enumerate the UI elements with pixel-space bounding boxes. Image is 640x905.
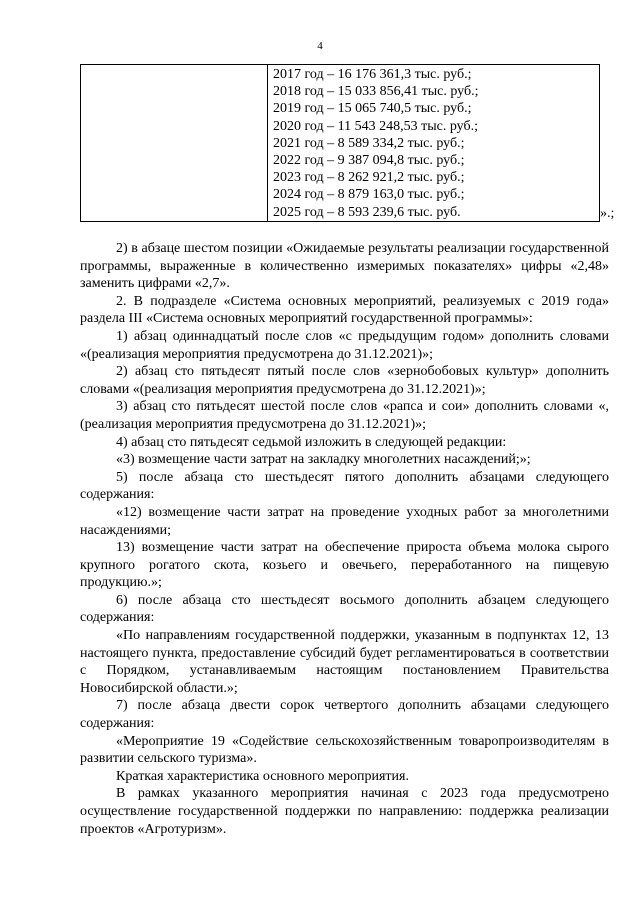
funding-year-row: 2017 год – 16 176 361,3 тыс. руб.;	[273, 67, 472, 82]
funding-year-row: 2022 год – 9 387 094,8 тыс. руб.;	[273, 153, 465, 169]
paragraph: 13) возмещение части затрат на обеспечение прироста объема молока сырого крупного рогатого скота, козьего и овечьего, переработанного на пищевую продукцию.»;	[80, 540, 609, 591]
funding-year-row: 2025 год – 8 593 239,6 тыс. руб.	[273, 204, 461, 220]
funding-year-row: 2021 год – 8 589 334,2 тыс. руб.;	[273, 135, 465, 151]
paragraph: 5) после абзаца сто шестьдесят пятого дополнить абзацами следующего содержания:	[80, 469, 609, 503]
paragraph: 1) абзац одиннадцатый после слов «с предыдущим годом» дополнить словами «(реализация мероприятия предусмотрена до 31.12.2021)»;	[80, 328, 609, 362]
paragraph: 2) абзац сто пятьдесят пятый после слов «зернобобовых культур» дополнить словами «(реализация мероприятия предусмотрена до 31.12.2021)»;	[80, 364, 609, 397]
table-column-divider	[267, 65, 268, 221]
paragraph: 7) после абзаца двести сорок четвертого дополнить абзацами следующего содержания:	[80, 698, 609, 732]
paragraph: «3) возмещение части затрат на закладку многолетних насаждений;»;	[116, 452, 531, 468]
paragraph: 6) после абзаца сто шестьдесят восьмого дополнить абзацем следующего содержания:	[80, 592, 609, 626]
paragraph: В рамках указанного мероприятия начиная с 2023 года предусмотрено осуществление государственной поддержки по направлению: поддержка реализации проектов «Агротуризм».	[80, 786, 609, 837]
paragraph: 2. В подразделе «Система основных мероприятий, реализуемых с 2019 года» раздела III «Система основных мероприятий государственной программы»:	[80, 293, 609, 327]
funding-year-list	[273, 66, 479, 221]
paragraph: 2) в абзаце шестом позиции «Ожидаемые результаты реализации государственной программы, выраженные в количественно измеримых показателях» цифры «2,48» заменить цифрами «2,7».	[80, 241, 609, 292]
paragraph: «По направлениям государственной поддержки, указанным в подпунктах 12, 13 настоящего пункта, предоставление субсидий будет регламентироваться в соответствии с Порядком, устанавливаемым настоящим постановлением Правительства Новосибирской области.»;	[80, 628, 609, 696]
funding-year-row: 2023 год – 8 262 921,2 тыс. руб.;	[273, 170, 465, 186]
funding-table	[80, 64, 600, 222]
paragraph: 4) абзац сто пятьдесят седьмой изложить в следующей редакции:	[116, 434, 507, 450]
paragraph: «12) возмещение части затрат на проведение уходных работ за многолетними насаждениями;	[80, 504, 609, 538]
paragraph: Краткая характеристика основного мероприятия.	[116, 768, 409, 784]
funding-year-row: 2020 год – 11 543 248,53 тыс. руб.;	[273, 118, 478, 134]
funding-year-row: 2019 год – 15 065 740,5 тыс. руб.;	[273, 101, 472, 117]
paragraph: «Мероприятие 19 «Содействие сельскохозяйственным товаропроизводителям в развитии сельского туризма».	[80, 733, 609, 767]
page-number: 4	[317, 40, 323, 52]
paragraph: 3) абзац сто пятьдесят шестой после слов «рапса и сои» дополнить словами «, (реализация мероприятия предусмотрена до 31.12.2021)»;	[80, 399, 609, 432]
table-closing-quote: ».;	[600, 206, 615, 221]
document-body	[80, 240, 609, 838]
funding-year-row: 2024 год – 8 879 163,0 тыс. руб.;	[273, 187, 465, 203]
funding-year-row: 2018 год – 15 033 856,41 тыс. руб.;	[273, 84, 479, 100]
